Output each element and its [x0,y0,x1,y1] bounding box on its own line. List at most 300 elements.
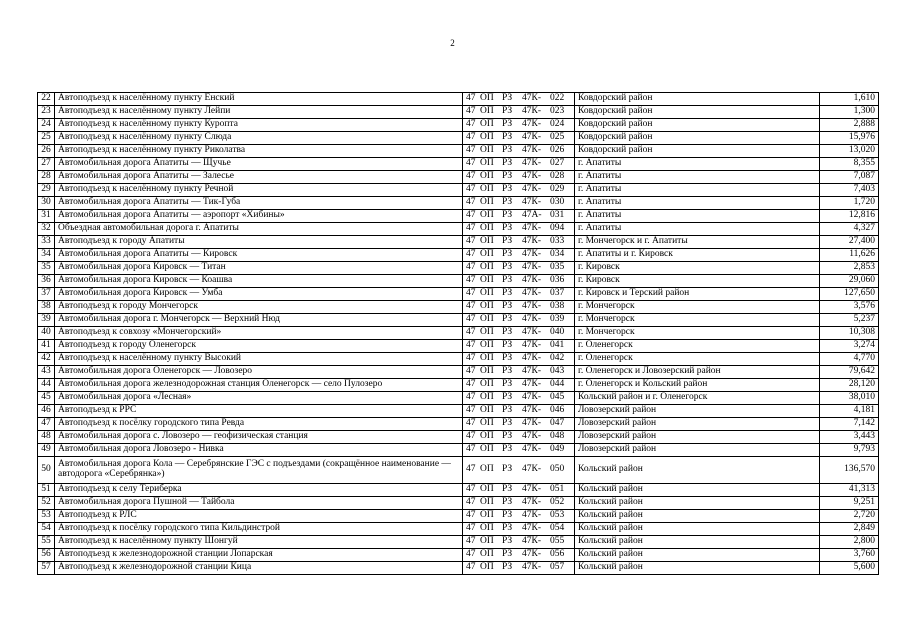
road-id-part: 47 [466,353,476,364]
road-name: Автомобильная дорога Кола — Серебрянские ГЭС с подъездами (сокращённое наименование — автодорога «Серебрянка») [55,457,463,484]
road-id-part: ОП [480,275,494,286]
road-name: Автомобильная дорога «Лесная» [55,392,463,405]
municipal-area: Кольский район [575,484,820,497]
road-id-part: 046 [550,405,565,416]
road-id-part: 47К- [522,510,541,521]
road-length: 2,849 [820,523,879,536]
road-name: Автомобильная дорога г. Мончегорск — Верхний Нюд [55,314,463,327]
road-id-code [463,262,575,275]
row-number: 49 [38,444,55,457]
municipal-area: г. Кировск [575,275,820,288]
row-number: 55 [38,536,55,549]
road-id-part: 47 [466,236,476,247]
row-number: 54 [38,523,55,536]
row-number: 48 [38,431,55,444]
row-number: 24 [38,119,55,132]
road-id-part: 054 [550,523,565,534]
road-id-part: 47К- [522,132,541,143]
road-id-part: 049 [550,444,565,455]
road-id-part: 47 [466,327,476,338]
table-row [38,497,879,510]
road-id-part: 47 [466,210,476,221]
table-row [38,562,879,575]
road-id-part: 47 [466,431,476,442]
road-id-part: 47К- [522,418,541,429]
road-id-code [463,106,575,119]
road-id-part: 47К- [522,223,541,234]
road-id-code [463,275,575,288]
road-id-part: ОП [480,379,494,390]
road-id-code [463,249,575,262]
road-length: 5,600 [820,562,879,575]
road-id-part: РЗ [502,484,513,495]
road-id-part: 034 [550,249,565,260]
road-id-part: 028 [550,171,565,182]
road-id-part: 47 [466,171,476,182]
road-id-part: РЗ [502,340,513,351]
road-id-part: ОП [480,366,494,377]
row-number: 32 [38,223,55,236]
row-number: 45 [38,392,55,405]
road-id-part: РЗ [502,210,513,221]
road-id-part: 47 [466,340,476,351]
road-id-part: 47 [466,418,476,429]
row-number: 26 [38,145,55,158]
table-row [38,366,879,379]
table-row [38,353,879,366]
road-id-part: 47К- [522,340,541,351]
road-length: 1,610 [820,93,879,106]
municipal-area: Ковдорский район [575,119,820,132]
road-id-part: 026 [550,145,565,156]
row-number: 33 [38,236,55,249]
road-name: Объездная автомобильная дорога г. Апатиты [55,223,463,236]
municipal-area: г. Мончегорск [575,314,820,327]
road-id-part: ОП [480,340,494,351]
municipal-area: Кольский район [575,523,820,536]
road-id-part: ОП [480,523,494,534]
table-row [38,523,879,536]
road-id-part: 47К- [522,444,541,455]
row-number: 53 [38,510,55,523]
road-id-part: 47 [466,106,476,117]
road-id-part: 47К- [522,366,541,377]
road-id-part: РЗ [502,93,513,104]
table-row [38,392,879,405]
road-id-part: ОП [480,392,494,403]
road-id-part: 053 [550,510,565,521]
table-row [38,275,879,288]
road-id-part: ОП [480,405,494,416]
road-id-part: 47 [466,392,476,403]
road-id-part: 47К- [522,93,541,104]
road-length: 1,300 [820,106,879,119]
municipal-area: Кольский район [575,549,820,562]
road-id-code [463,366,575,379]
road-id-part: 47 [466,366,476,377]
road-id-part: 47К- [522,484,541,495]
road-id-code [463,327,575,340]
road-name: Автоподъезд к городу Апатиты [55,236,463,249]
municipal-area: г. Апатиты и г. Кировск [575,249,820,262]
road-id-code [463,210,575,223]
road-id-part: ОП [480,119,494,130]
road-id-part: 47К- [522,379,541,390]
road-length: 3,760 [820,549,879,562]
row-number: 27 [38,158,55,171]
roads-table [37,92,879,575]
road-id-part: 47К- [522,536,541,547]
road-name: Автоподъезд к населённому пункту Лейпи [55,106,463,119]
municipal-area: Кольский район [575,510,820,523]
road-id-code [463,288,575,301]
road-id-code [463,340,575,353]
table-row [38,106,879,119]
row-number: 35 [38,262,55,275]
road-id-code [463,379,575,392]
road-length: 3,576 [820,301,879,314]
road-id-part: РЗ [502,464,513,475]
road-id-part: РЗ [502,171,513,182]
road-length: 29,060 [820,275,879,288]
road-name: Автоподъезд к РЛС [55,510,463,523]
road-id-part: 036 [550,275,565,286]
road-id-part: 47 [466,301,476,312]
road-id-part: 030 [550,197,565,208]
municipal-area: г. Апатиты [575,158,820,171]
road-id-code [463,549,575,562]
table-row [38,418,879,431]
road-id-code [463,405,575,418]
road-id-part: 044 [550,379,565,390]
road-id-part: 051 [550,484,565,495]
road-id-part: РЗ [502,327,513,338]
road-id-part: 042 [550,353,565,364]
road-id-part: 47 [466,536,476,547]
municipal-area: г. Оленегорск [575,340,820,353]
road-length: 9,251 [820,497,879,510]
road-length: 2,853 [820,262,879,275]
road-id-part: РЗ [502,405,513,416]
road-id-part: 056 [550,549,565,560]
row-number: 23 [38,106,55,119]
road-id-part: РЗ [502,562,513,573]
road-id-part: 47К- [522,405,541,416]
road-id-code [463,301,575,314]
road-id-part: ОП [480,353,494,364]
road-id-part: 47 [466,132,476,143]
road-id-part: 47 [466,249,476,260]
table-row [38,158,879,171]
road-id-part: ОП [480,288,494,299]
road-id-code [463,93,575,106]
road-length: 7,087 [820,171,879,184]
road-id-part: РЗ [502,418,513,429]
row-number: 57 [38,562,55,575]
table-row [38,171,879,184]
road-id-part: РЗ [502,145,513,156]
road-id-part: РЗ [502,536,513,547]
road-id-part: РЗ [502,184,513,195]
road-id-part: РЗ [502,431,513,442]
table-row [38,405,879,418]
municipal-area: г. Кировск [575,262,820,275]
table-row [38,484,879,497]
table-row [38,119,879,132]
road-length: 9,793 [820,444,879,457]
road-id-code [463,184,575,197]
road-id-part: 47 [466,184,476,195]
road-id-part: 47К- [522,301,541,312]
road-id-part: 47 [466,288,476,299]
road-id-part: 029 [550,184,565,195]
municipal-area: Ловозерский район [575,431,820,444]
table-row [38,379,879,392]
road-id-part: 025 [550,132,565,143]
road-id-part: 094 [550,223,565,234]
road-id-part: ОП [480,197,494,208]
municipal-area: Кольский район и г. Оленегорск [575,392,820,405]
road-length: 4,181 [820,405,879,418]
row-number: 38 [38,301,55,314]
road-id-part: 47 [466,562,476,573]
road-id-part: 47К- [522,288,541,299]
road-id-code [463,197,575,210]
row-number: 43 [38,366,55,379]
road-length: 1,720 [820,197,879,210]
road-id-part: ОП [480,327,494,338]
table-row [38,145,879,158]
road-id-part: ОП [480,431,494,442]
road-id-part: 037 [550,288,565,299]
road-id-part: 47 [466,275,476,286]
road-id-part: ОП [480,497,494,508]
row-number: 37 [38,288,55,301]
road-id-part: ОП [480,301,494,312]
road-id-part: 47К- [522,171,541,182]
road-id-part: РЗ [502,379,513,390]
road-id-code [463,484,575,497]
road-id-part: РЗ [502,197,513,208]
road-id-part: 47К- [522,464,541,475]
table-row [38,93,879,106]
table-row [38,510,879,523]
road-id-part: РЗ [502,353,513,364]
road-id-code [463,236,575,249]
row-number: 46 [38,405,55,418]
row-number: 36 [38,275,55,288]
road-id-part: 055 [550,536,565,547]
road-id-part: 038 [550,301,565,312]
road-id-part: ОП [480,464,494,475]
road-name: Автомобильная дорога Кировск — Коашва [55,275,463,288]
road-id-part: 47К- [522,562,541,573]
road-id-part: 47К- [522,353,541,364]
table-row [38,184,879,197]
road-id-part: РЗ [502,275,513,286]
road-id-part: РЗ [502,366,513,377]
road-id-code [463,119,575,132]
municipal-area: Ковдорский район [575,132,820,145]
road-id-code [463,171,575,184]
road-id-part: 47 [466,497,476,508]
road-id-part: ОП [480,158,494,169]
road-length: 41,313 [820,484,879,497]
municipal-area: г. Апатиты [575,197,820,210]
road-name: Автоподъезд к населённому пункту Куропта [55,119,463,132]
municipal-area: Ловозерский район [575,405,820,418]
road-id-part: 47 [466,379,476,390]
road-id-part: РЗ [502,132,513,143]
road-length: 3,274 [820,340,879,353]
road-id-part: 47К- [522,523,541,534]
road-length: 12,816 [820,210,879,223]
road-name: Автоподъезд к посёлку городского типа Ревда [55,418,463,431]
road-id-code [463,145,575,158]
road-id-part: 47 [466,549,476,560]
row-number: 28 [38,171,55,184]
table-row [38,262,879,275]
road-id-part: 47К- [522,275,541,286]
table-row [38,536,879,549]
road-length: 4,327 [820,223,879,236]
road-id-part: 47 [466,523,476,534]
road-length: 127,650 [820,288,879,301]
road-id-part: 040 [550,327,565,338]
table-row [38,197,879,210]
road-id-part: 47А- [522,210,542,221]
road-id-code [463,158,575,171]
road-name: Автоподъезд к городу Мончегорск [55,301,463,314]
road-length: 15,976 [820,132,879,145]
road-name: Автомобильная дорога Оленегорск — Ловозеро [55,366,463,379]
table-row [38,314,879,327]
road-id-part: ОП [480,314,494,325]
page-number: 2 [450,38,455,48]
road-id-part: ОП [480,484,494,495]
road-name: Автомобильная дорога железнодорожная станция Оленегорск — село Пулозеро [55,379,463,392]
road-name: Автоподъезд к населённому пункту Речной [55,184,463,197]
road-id-part: 47К- [522,106,541,117]
road-id-part: 47 [466,93,476,104]
road-id-part: 041 [550,340,565,351]
municipal-area: г. Мончегорск [575,327,820,340]
road-name: Автоподъезд к населённому пункту Высокий [55,353,463,366]
row-number: 41 [38,340,55,353]
road-id-part: 47К- [522,145,541,156]
table-row [38,549,879,562]
road-id-part: 024 [550,119,565,130]
municipal-area: г. Мончегорск и г. Апатиты [575,236,820,249]
road-name: Автомобильная дорога Апатиты — Щучье [55,158,463,171]
road-id-part: 47 [466,119,476,130]
road-id-part: 47 [466,484,476,495]
road-name: Автомобильная дорога Ловозеро - Нивка [55,444,463,457]
row-number: 25 [38,132,55,145]
municipal-area: г. Апатиты [575,171,820,184]
road-id-part: РЗ [502,249,513,260]
row-number: 50 [38,457,55,484]
road-id-part: ОП [480,236,494,247]
road-length: 27,400 [820,236,879,249]
road-id-part: 047 [550,418,565,429]
municipal-area: г. Оленегорск [575,353,820,366]
road-id-part: 47К- [522,431,541,442]
table-row [38,444,879,457]
road-name: Автомобильная дорога Апатиты — Кировск [55,249,463,262]
road-id-part: ОП [480,262,494,273]
municipal-area: Ковдорский район [575,106,820,119]
road-id-code [463,314,575,327]
row-number: 34 [38,249,55,262]
road-id-code [463,431,575,444]
road-id-part: ОП [480,549,494,560]
road-id-part: 043 [550,366,565,377]
road-id-part: ОП [480,510,494,521]
road-id-part: 031 [550,210,565,221]
road-id-part: 035 [550,262,565,273]
road-id-part: 47К- [522,497,541,508]
road-id-part: РЗ [502,444,513,455]
road-length: 7,142 [820,418,879,431]
road-length: 5,237 [820,314,879,327]
road-id-part: 47К- [522,158,541,169]
road-id-part: РЗ [502,158,513,169]
road-name: Автоподъезд к населённому пункту Шонгуй [55,536,463,549]
road-id-part: 027 [550,158,565,169]
road-id-part: 47К- [522,262,541,273]
road-id-part: РЗ [502,549,513,560]
table-row [38,327,879,340]
road-name: Автомобильная дорога Кировск — Умба [55,288,463,301]
row-number: 40 [38,327,55,340]
table-row [38,301,879,314]
road-id-part: 045 [550,392,565,403]
road-name: Автоподъезд к городу Оленегорск [55,340,463,353]
municipal-area: Кольский район [575,536,820,549]
municipal-area: г. Оленегорск и Ловозерский район [575,366,820,379]
row-number: 39 [38,314,55,327]
road-id-part: ОП [480,562,494,573]
road-name: Автоподъезд к железнодорожной станции Лопарская [55,549,463,562]
table-row [38,288,879,301]
road-length: 2,800 [820,536,879,549]
road-id-part: РЗ [502,523,513,534]
road-id-code [463,523,575,536]
road-id-part: 47К- [522,392,541,403]
road-id-part: ОП [480,93,494,104]
table-row [38,431,879,444]
row-number: 29 [38,184,55,197]
road-name: Автоподъезд к РРС [55,405,463,418]
road-length: 11,626 [820,249,879,262]
road-id-part: 023 [550,106,565,117]
road-length: 28,120 [820,379,879,392]
municipal-area: Кольский район [575,562,820,575]
road-id-code [463,536,575,549]
road-id-part: РЗ [502,497,513,508]
road-name: Автомобильная дорога Апатиты — Тик-Губа [55,197,463,210]
road-id-code [463,418,575,431]
road-name: Автоподъезд к совхозу «Мончегорский» [55,327,463,340]
road-name: Автомобильная дорога Кировск — Титан [55,262,463,275]
row-number: 42 [38,353,55,366]
road-id-code [463,132,575,145]
municipal-area: г. Апатиты [575,184,820,197]
municipal-area: г. Апатиты [575,210,820,223]
road-id-code [463,392,575,405]
road-id-part: 039 [550,314,565,325]
